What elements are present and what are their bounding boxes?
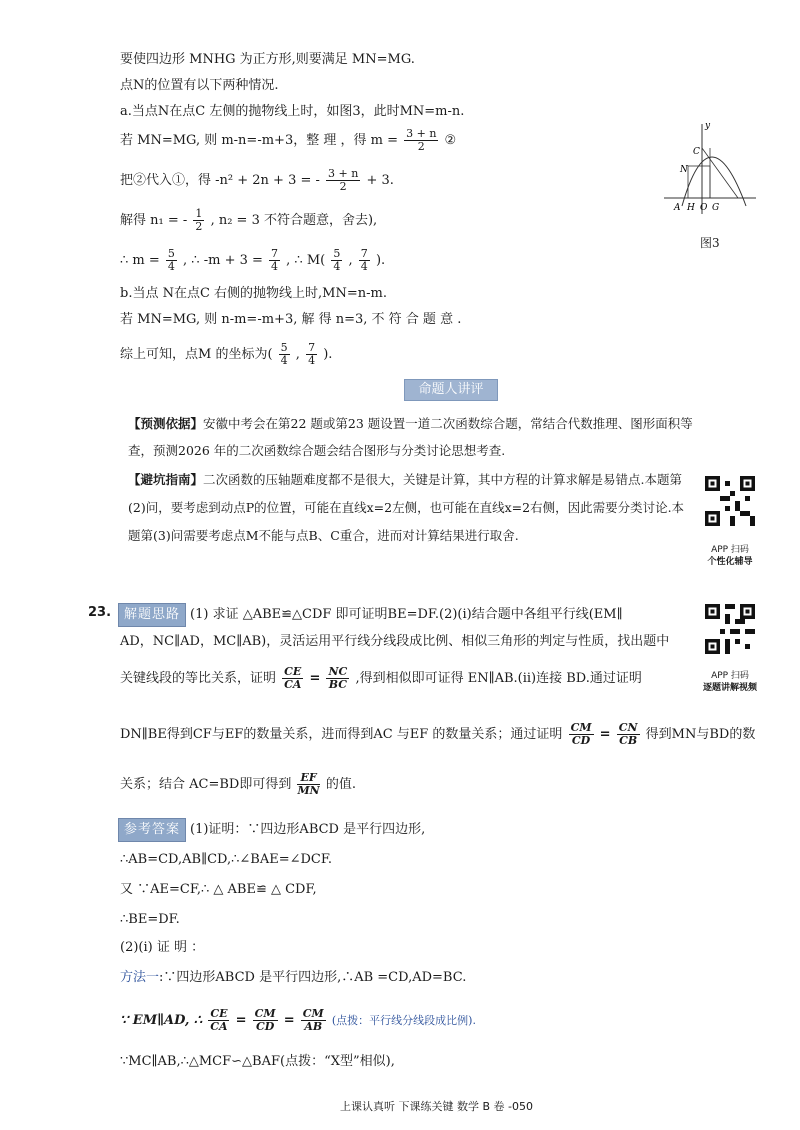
denominator: CA: [210, 1020, 228, 1033]
q23-line-5: [120, 772, 356, 797]
numerator: 3 + n: [328, 167, 359, 180]
label-h: H: [687, 203, 695, 213]
denominator: CA: [284, 678, 302, 691]
approach-badge: 解题思路: [118, 603, 186, 627]
denominator: BC: [328, 678, 348, 691]
answer-line-3: 又 ∵AE=CF,∴ △ ABE≌ △ CDF,: [120, 882, 317, 897]
fraction: [269, 248, 280, 273]
label-n: N: [680, 165, 688, 175]
answer-line-6: [120, 968, 466, 988]
numerator: 7: [308, 341, 316, 354]
numerator: CE: [284, 665, 302, 678]
label-c: C: [693, 147, 700, 157]
qr-code-icon[interactable]: [705, 476, 755, 526]
method-label: 方法一: [120, 970, 160, 985]
text: =: [283, 1013, 295, 1028]
denominator: CD: [255, 1020, 275, 1033]
denominator: 2: [195, 220, 203, 233]
text: , ∴ M(: [286, 253, 326, 268]
segment: [702, 148, 738, 198]
text: =: [599, 727, 611, 742]
caption-line: APP 扫码: [711, 545, 749, 555]
q23-line-3: [120, 666, 642, 691]
avoid-text: 二次函数的压轴题难度都不是很大，关键是计算，其中方程的计算求解是易错点.本题第(2)问，要考虑到动点P的位置，可能在直线x=2左侧，也可能在直线x=2右侧，因此需要分类讨论.本题第(3)问需要考虑点M不能与点B、C重合，进而对计算结果进行取舍.: [128, 472, 685, 543]
text: (1) 求证 △ABE≌△CDF 即可证明BE=DF.(2)(i)结合题中各组平行线(EM∥: [190, 607, 623, 622]
q23-line-1: [118, 603, 623, 627]
hint-note: (点拨：平行线分线段成比例).: [331, 1014, 476, 1027]
fraction: [166, 248, 177, 273]
qr-caption: [690, 544, 770, 568]
text: ,得到相似即可证得 EN∥AB.(ii)连接 BD.通过证明: [355, 671, 642, 686]
solution-line-7: [120, 248, 385, 273]
fraction: [306, 342, 317, 367]
text: , ∴ -m + 3 =: [183, 253, 263, 268]
text: 得到MN与BD的数: [645, 727, 756, 742]
text: =: [235, 1013, 247, 1028]
basis-text: 安徽中考会在第22 题或第23 题设置一道二次函数综合题，常结合代数推理、图形面积等查，预测2026 年的二次函数综合题会结合图形与分类讨论思想考查.: [128, 416, 693, 458]
denominator: MN: [297, 784, 320, 797]
numerator: 5: [280, 341, 288, 354]
text: 综上可知，点M 的坐标为(: [120, 347, 273, 362]
denominator: 2: [339, 180, 347, 193]
qr-caption: [690, 670, 770, 694]
numerator: 7: [360, 247, 368, 260]
avoid-tag: 【避坑指南】: [128, 472, 204, 487]
numerator: NC: [328, 665, 348, 678]
answer-line-1: [118, 818, 425, 842]
text: 把②代入①，得 -n² + 2n + 3 = -: [120, 173, 320, 188]
question-number: 23.: [88, 605, 112, 620]
figure-3: [660, 118, 760, 218]
solution-line-4: [120, 128, 456, 153]
solution-line-6: [120, 208, 377, 233]
fraction: [569, 722, 594, 747]
answer-line-8: ∵MC∥AB,∴△MCF∽△BAF(点拨：“X型”相似),: [120, 1054, 395, 1069]
denominator: CD: [571, 734, 591, 747]
solution-line-2: 点N的位置有以下两种情况.: [120, 78, 279, 93]
q23-line-2: AD，NC∥AD，MC∥AB)，灵活运用平行线分线段成比例、相似三角形的判定与性质，找出题中: [120, 634, 670, 649]
numerator: CE: [210, 1007, 228, 1020]
text: 关系；结合 AC=BD即可得到: [120, 777, 292, 792]
text: ).: [323, 347, 333, 362]
numerator: CM: [254, 1007, 276, 1020]
text: 解得 n₁ = -: [120, 213, 188, 228]
fraction: [359, 248, 370, 273]
text: ∴ m =: [120, 253, 160, 268]
label-o: O: [700, 203, 708, 213]
numerator: CM: [570, 721, 592, 734]
answer-badge: 参考答案: [118, 818, 186, 842]
fraction: [326, 666, 349, 691]
page-footer: 上课认真听 下课练关键 数学 B 卷 -050: [340, 1100, 533, 1113]
text: 的值.: [325, 777, 356, 792]
text: ∵ EM∥AD, ∴: [120, 1013, 203, 1028]
numerator: CN: [618, 721, 638, 734]
caption-line: 逐题讲解视频: [702, 683, 757, 693]
answer-line-2: ∴AB=CD,AB∥CD,∴∠BAE=∠DCF.: [120, 852, 333, 867]
fraction: [331, 248, 342, 273]
denominator: 4: [280, 354, 288, 367]
solution-line-9: 若 MN=MG, 则 n-m=-m+3, 解 得 n=3, 不 符 合 题 意 .: [120, 312, 462, 327]
text: ②: [444, 133, 457, 148]
commentary-banner: 命题人讲评: [404, 379, 498, 401]
answer-line-4: ∴BE=DF.: [120, 912, 180, 927]
fraction: [301, 1008, 326, 1033]
text: =: [309, 671, 321, 686]
q23-line-4: [120, 722, 755, 747]
fraction: [617, 722, 640, 747]
text: (1)证明：∵四边形ABCD 是平行四边形,: [190, 822, 426, 837]
text: :∵四边形ABCD 是平行四边形,∴AB =CD,AD=BC.: [159, 970, 467, 985]
numerator: 3 + n: [406, 127, 437, 140]
fraction: [253, 1008, 278, 1033]
text: 关键线段的等比关系，证明: [120, 671, 277, 686]
numerator: EF: [297, 772, 319, 785]
numerator: CM: [302, 1007, 324, 1020]
fraction: [208, 1008, 229, 1033]
qr-code-icon[interactable]: [705, 604, 755, 654]
fraction: [193, 208, 204, 233]
text: ,: [348, 253, 353, 268]
answer-line-7: [120, 1008, 476, 1033]
numerator: 7: [271, 247, 279, 260]
solution-conclusion: [120, 342, 332, 367]
denominator: 2: [417, 140, 425, 153]
text: DN∥BE得到CF与EF的数量关系，进而得到AC 与EF 的数量关系；通过证明: [120, 727, 563, 742]
text: ).: [375, 253, 386, 268]
numerator: 5: [333, 247, 341, 260]
denominator: 4: [360, 260, 368, 273]
fraction: [279, 342, 290, 367]
solution-line-5: [120, 168, 394, 193]
fraction: [326, 168, 360, 193]
label-g: G: [712, 203, 720, 213]
text: , n₂ = 3 不符合题意，舍去),: [210, 213, 378, 228]
text: ,: [295, 347, 300, 362]
pitfall-guide: [128, 466, 694, 550]
solution-line-1: 要使四边形 MNHG 为正方形,则要满足 MN=MG.: [120, 52, 415, 67]
numerator: 5: [167, 247, 175, 260]
fraction: [297, 772, 319, 797]
caption-line: APP 扫码: [711, 671, 749, 681]
text: 若 MN=MG, 则 m-n=-m+3，整 理 ，得 m =: [120, 133, 398, 148]
text: + 3.: [366, 173, 394, 188]
denominator: CB: [619, 734, 638, 747]
label-a: A: [674, 203, 681, 213]
label-y: y: [705, 121, 711, 131]
fraction: [282, 666, 303, 691]
square-mnhg: [688, 166, 710, 198]
basis-tag: 【预测依据】: [128, 416, 204, 431]
denominator: 4: [308, 354, 316, 367]
caption-line: 个性化辅导: [707, 557, 753, 567]
denominator: 4: [333, 260, 341, 273]
prediction-basis: [128, 410, 694, 464]
denominator: 4: [167, 260, 175, 273]
figure-caption: 图3: [700, 236, 720, 250]
solution-line-8: b.当点 N在点C 右侧的抛物线上时,MN=n-m.: [120, 286, 387, 301]
fraction: [404, 128, 438, 153]
denominator: AB: [304, 1020, 323, 1033]
numerator: 1: [195, 207, 203, 220]
answer-line-5: (2)(i) 证 明 ：: [120, 940, 205, 955]
solution-line-3: a.当点N在点C 左侧的抛物线上时，如图3，此时MN=m-n.: [120, 104, 465, 119]
denominator: 4: [271, 260, 279, 273]
